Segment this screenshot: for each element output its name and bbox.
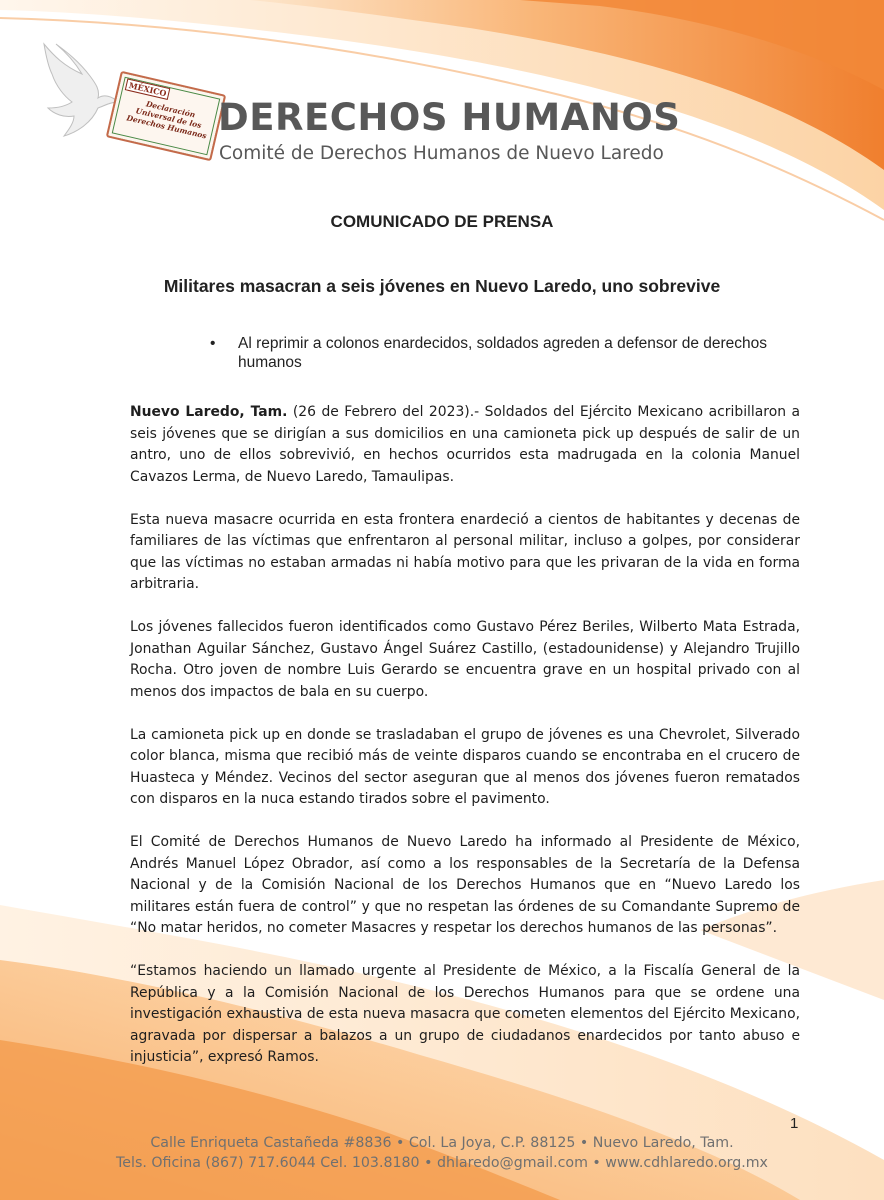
brand-title: DERECHOS HUMANOS xyxy=(218,96,681,139)
document-headline: Militares masacran a seis jóvenes en Nuevo Laredo, uno sobrevive xyxy=(163,276,721,296)
paragraph-6: “Estamos haciendo un llamado urgente al Presidente de México, a la Fiscalía General de la República y a la Comisión Nacional de los Derechos Humanos para que se ordene una investigación exhaustiva de esta nueva masacra que cometen elementos del Ejército Mexicano, agravada por dispersar a balazos a un grupo de ciudadanos enardecidos por tanto abuso e injusticia”, expresó Ramos. xyxy=(130,963,800,1065)
page-number: 1 xyxy=(790,1115,799,1132)
document-body xyxy=(130,402,800,1090)
paragraph-1-text: (26 de Febrero del 2023).- Soldados del Ejército Mexicano acribillaron a seis jóvenes que se dirigían a sus domicilios en una camioneta pick up después de salir de un antro, uno de ellos sobrevivió, en hechos ocurridos esta madrugada en la colonia Manuel Cavazos Lerma, de Nuevo Laredo, Tamaulipas. xyxy=(130,404,800,485)
document-heading: COMUNICADO DE PRENSA xyxy=(330,212,554,231)
bullet-icon: • xyxy=(210,335,216,352)
paragraph-1 xyxy=(130,402,800,488)
dateline-place: Nuevo Laredo, Tam. xyxy=(130,404,288,420)
stamp-country-label: MÉXICO xyxy=(125,78,171,100)
footer-phones-email-web: Tels. Oficina (867) 717.6044 Cel. 103.8180 • dhlaredo@gmail.com • www.cdhlaredo.org.mx xyxy=(116,1155,768,1171)
paragraph-5: El Comité de Derechos Humanos de Nuevo Laredo ha informado al Presidente de México, Andrés Manuel López Obrador, así como a los responsables de la Secretaría de la Defensa Nacional y de la Comisión Nacional de los Derechos Humanos que en “Nuevo Laredo los militares están fuera de control” y que no respetan las órdenes de su Comandante Supremo de “No matar heridos, no cometer Masacres y respetar los derechos humanos de las personas”. xyxy=(130,834,800,936)
paragraph-3: Los jóvenes fallecidos fueron identificados como Gustavo Pérez Beriles, Wilberto Mata Estrada, Jonathan Aguilar Sánchez, Gustavo Ángel Suárez Castillo, (estadounidense) y Alejandro Trujillo Rocha. Otro joven de nombre Luis Gerardo se encuentra grave en un hospital privado con al menos dos impactos de bala en su cuerpo. xyxy=(130,619,800,700)
brand-subtitle: Comité de Derechos Humanos de Nuevo Laredo xyxy=(219,143,664,164)
stamp-caption: Declaración Universal de los Derechos Humanos xyxy=(125,99,208,141)
summary-bullet-text: Al reprimir a colonos enardecidos, soldados agreden a defensor de derechos humanos xyxy=(238,335,768,371)
paragraph-2: Esta nueva masacre ocurrida en esta frontera enardeció a cientos de habitantes y decenas de familiares de las víctimas que enfrentaron al personal militar, incluso a golpes, por considerar que las víctimas no estaban armadas ni había motivo para que les privaran de la vida en forma arbitraria. xyxy=(130,511,800,592)
footer-address: Calle Enriqueta Castañeda #8836 • Col. La Joya, C.P. 88125 • Nuevo Laredo, Tam. xyxy=(150,1135,734,1151)
summary-bullet xyxy=(210,334,770,372)
footer-contact xyxy=(0,1133,884,1173)
paragraph-4: La camioneta pick up en donde se trasladaban el grupo de jóvenes es una Chevrolet, Silverado color blanca, misma que recibió más de veinte disparos cuando se encontraba en el crucero de Huasteca y Méndez. Vecinos del sector aseguran que al menos dos jóvenes fueron rematados con disparos en la nuca estando tirados sobre el pavimento. xyxy=(130,726,800,807)
